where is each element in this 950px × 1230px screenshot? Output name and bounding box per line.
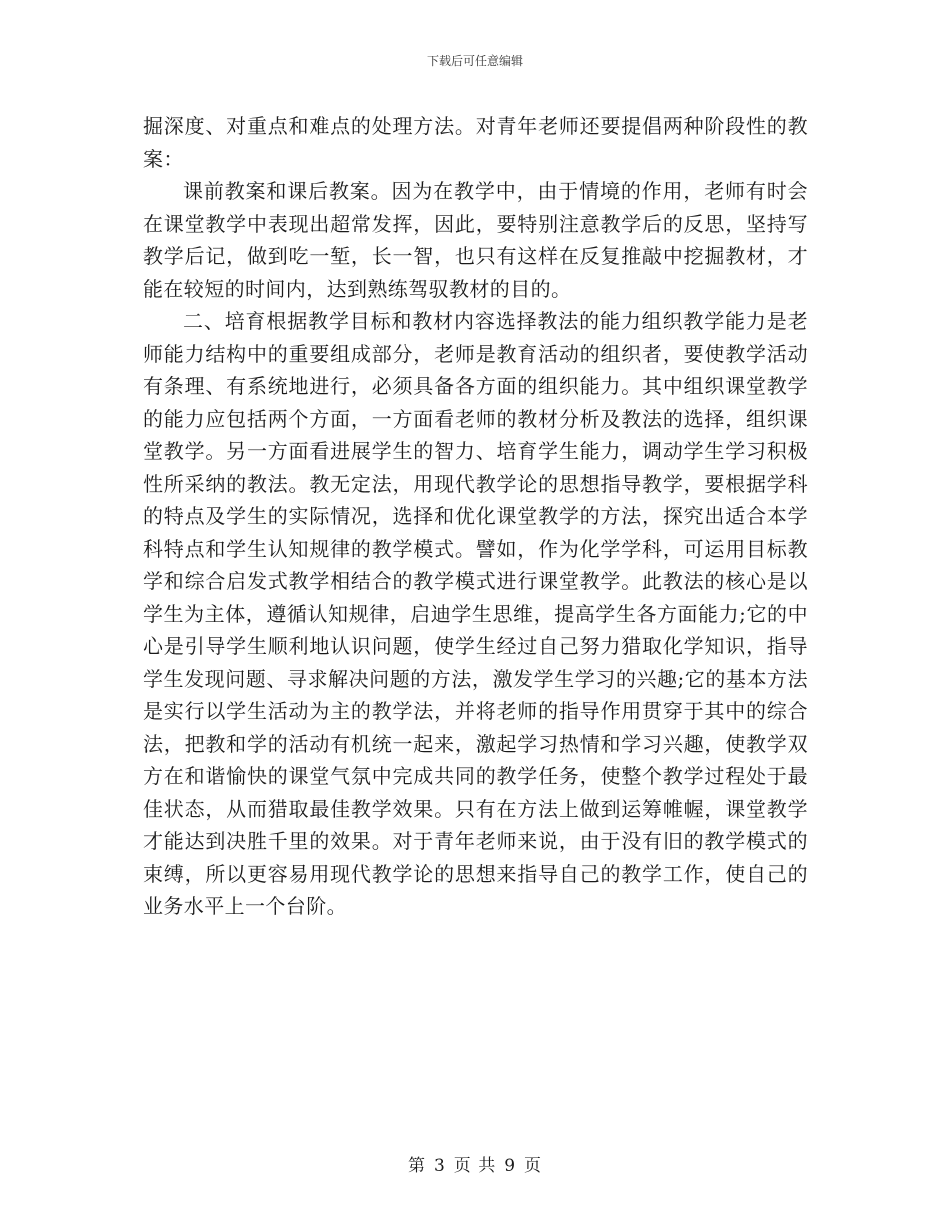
page-number-footer bbox=[0, 1155, 950, 1177]
footer-current-page: 3 bbox=[433, 1156, 446, 1176]
header-note: 下载后可任意编辑 bbox=[426, 54, 523, 68]
footer-prefix: 第 bbox=[407, 1156, 426, 1176]
footer-middle: 页 共 bbox=[453, 1156, 497, 1176]
paragraph-continuation: 掘深度、对重点和难点的处理方法。对青年老师还要提倡两种阶段性的教案： bbox=[143, 114, 808, 171]
footer-suffix: 页 bbox=[524, 1156, 543, 1176]
paragraph-teaching-methods: 二、培育根据教学目标和教材内容选择教法的能力组织教学能力是老师能力结构中的重要组成部分，老师是教育活动的组织者，要使教学活动有条理、有系统地进行，必须具备各方面的组织能力。其中组织课堂教学的能力应包括两个方面，一方面看老师的教材分析及教法的选择，组织课堂教学。另一方面看进展学生的智力、培育学生能力，调动学生学习积极性所采纳的教法。教无定法，用现代教学论的思想指导教学，要根据学科的特点及学生的实际情况，选择和优化课堂教学的方法，探究出适合本学科特点和学生认知规律的教学模式。譬如，作为化学学科，可运用目标教学和综合启发式教学相结合的教学模式进行课堂教学。此教法的核心是以学生为主体，遵循认知规律，启迪学生思维，提高学生各方面能力;它的中心是引导学生顺利地认识问题，使学生经过自己努力猎取化学知识，指导学生发现问题、寻求解决问题的方法，激发学生学习的兴趣;它的基本方法是实行以学生活动为主的教学法，并将老师的指导作用贯穿于其中的综合法，把教和学的活动有机统一起来，激起学习热情和学习兴趣，使教学双方在和谐愉快的课堂气氛中完成共同的教学任务，使整个教学过程处于最佳状态，从而猎取最佳教学效果。只有在方法上做到运筹帷幄，课堂教学才能达到决胜千里的效果。对于青年老师来说，由于没有旧的教学模式的束缚，所以更容易用现代教学论的思想来指导自己的教学工作，使自己的业务水平上一个台阶。 bbox=[143, 309, 808, 918]
document-body bbox=[143, 110, 808, 923]
footer-total-pages: 9 bbox=[504, 1156, 517, 1176]
paragraph-lesson-plans: 课前教案和课后教案。因为在教学中，由于情境的作用，老师有时会在课堂教学中表现出超常发挥，因此，要特别注意教学后的反思，坚持写教学后记，做到吃一堑，长一智，也只有这样在反复推敲中挖掘教材，才能在较短的时间内，达到熟练驾驭教材的目的。 bbox=[143, 179, 808, 301]
